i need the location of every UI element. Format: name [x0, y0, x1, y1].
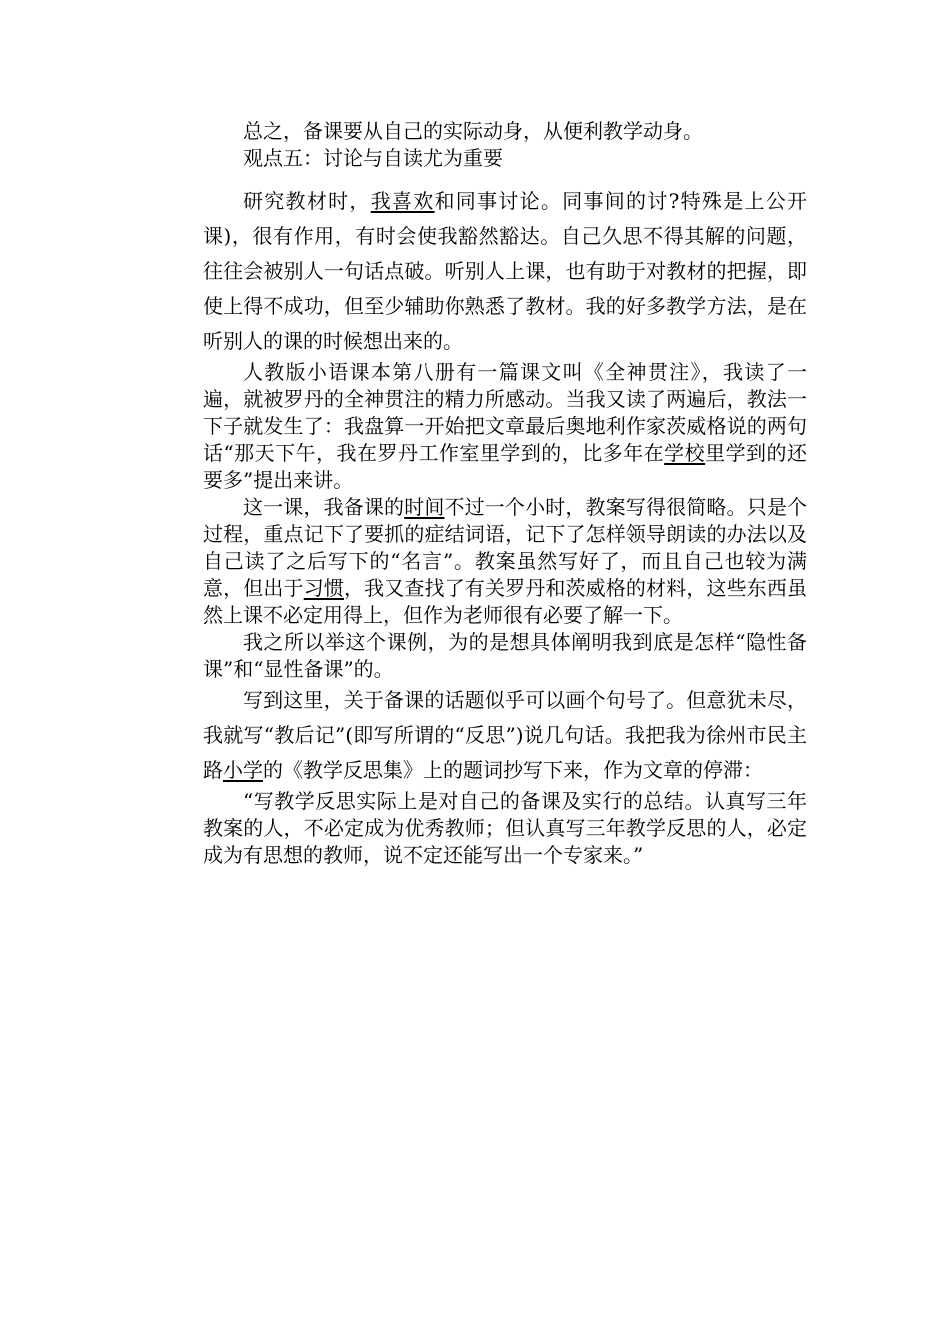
paragraph-discussion	[203, 184, 807, 359]
text-segment: 的《教学反思集》上的题词抄写下来，作为文章的停滞：	[263, 758, 763, 782]
text-segment: 研究教材时，	[243, 189, 371, 213]
underlined-text: 习惯	[303, 576, 344, 600]
text-segment: ，我又查找了有关罗丹和茨威格的材料，这些东西虽然上课不必定用得上，但作为老师很有必要了解一下。	[203, 576, 808, 627]
text-segment: “写教学反思实际上是对自己的备课及实行的总结。认真写三年教案的人，不必定成为优秀教师；但认真写三年教学反思的人，必定成为有思想的教师，说不定还能写出一个专家来。”	[203, 789, 807, 867]
paragraph-lesson-example	[203, 359, 807, 494]
text-segment: 观点五：讨论与自读尤为重要	[243, 146, 503, 170]
text-segment: 我之所以举这个课例，为的是想具体阐明我到底是怎样“隐性备课”和“显性备课”的。	[203, 630, 807, 681]
paragraph-lesson-preparation	[203, 494, 807, 629]
text-segment: 和同事讨论。同事间的讨?特殊是上公开课)，很有作用，有时会使我豁然豁达。自己久思不得其解的问题，往往会被别人一句话点破。听别人上课，也有助于对教材的把握，即使上得不成功，但至少辅助你熟悉了教材。我的好多教学方法，是在听别人的课的时候想出来的。	[203, 189, 808, 353]
document-body	[203, 118, 807, 869]
text-segment: 里学到的还要多”提出来讲。	[203, 441, 808, 492]
paragraph-conclusion	[203, 118, 807, 145]
text-segment: 总之，备课要从自己的实际动身，从便利教学动身。	[243, 119, 703, 143]
underlined-text: 我喜欢	[370, 189, 435, 213]
section-heading-viewpoint-five	[203, 145, 807, 172]
text-segment: 不过一个小时，教案写得很简略。只是个过程，重点记下了要抓的症结词语，记下了怎样领导朗读的办法以及自己读了之后写下的“名言”。教案虽然写好了，而且自己也较为满意，但出于	[203, 495, 808, 600]
text-segment: 人教版小语课本第八册有一篇课文叫《全神贯注》，我读了一遍，就被罗丹的全神贯注的精力所感动。当我又读了两遍后，教法一下子就发生了：我盘算一开始把文章最后奥地利作家茨威格说的两句话“那天下午，我在罗丹工作室里学到的，比多年在	[203, 360, 807, 465]
underlined-text: 学校	[664, 441, 706, 465]
underlined-text: 小学	[223, 758, 263, 782]
paragraph-quote	[203, 788, 807, 869]
text-segment: 这一课，我备课的	[243, 495, 405, 519]
underlined-text: 时间	[404, 495, 445, 519]
text-segment: 写到这里，关于备课的话题似乎可以画个句号了。但意犹未尽，我就写“教后记”(即写所谓的“反思”)说几句话。我把我为徐州市民主路	[203, 688, 807, 782]
paragraph-purpose	[203, 629, 807, 683]
paragraph-reflection	[203, 683, 807, 788]
